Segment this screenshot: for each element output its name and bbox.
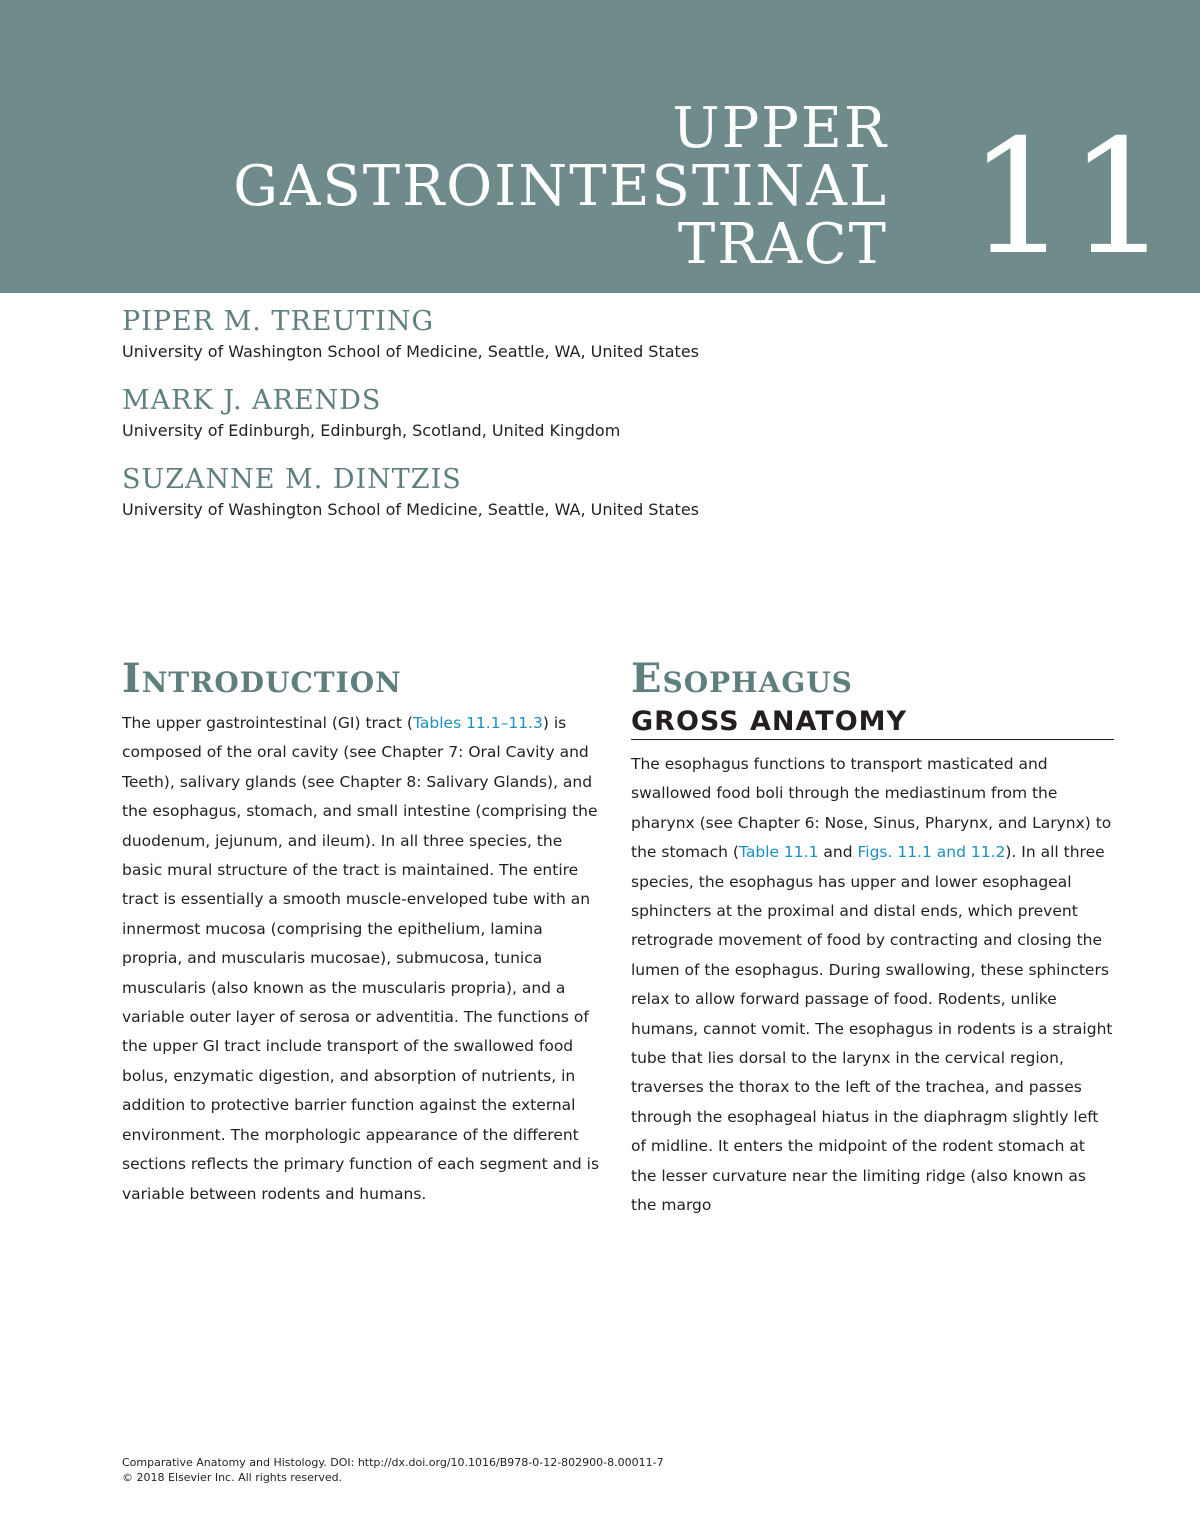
esophagus-heading-text: Esophagus (631, 655, 853, 702)
author-block (122, 462, 699, 522)
chapter-title-line-1: UPPER (672, 96, 888, 161)
introduction-text-1: The upper gastrointestinal (GI) tract ( (122, 714, 413, 732)
author-affiliation: University of Washington School of Medicine, Seattle, WA, United States (122, 500, 699, 519)
chapter-title-line-2: GASTROINTESTINAL (233, 154, 888, 219)
esophagus-paragraph (631, 750, 1114, 1221)
author-block (122, 383, 699, 443)
author-block (122, 304, 699, 364)
introduction-text-2: ) is composed of the oral cavity (see Chapter 7: Oral Cavity and Teeth), salivary glands (see Chapter 8: Salivary Glands), and the esophagus, stomach, and small intestine (comprising the duodenum, jejunum, and ileum). In all three species, the basic mural structure of the tract is maintained. The entire tract is essentially a smooth muscle-enveloped tube with an innermost mucosa (comprising the epithelium, lamina propria, and muscularis mucosae), submucosa, tunica muscularis (also known as the muscularis propria), and a variable outer layer of serosa or adventitia. The functions of the upper GI tract include transport of the swallowed food bolus, enzymatic digestion, and absorption of nutrients, in addition to protective barrier function against the external environment. The morphologic appearance of the different sections reflects the primary function of each segment and is variable between rodents and humans. (122, 714, 600, 1203)
copyright-notice: © 2018 Elsevier Inc. All rights reserved. (122, 1471, 343, 1484)
page-footer (122, 1455, 664, 1485)
author-affiliation: University of Edinburgh, Edinburgh, Scotland, United Kingdom (122, 421, 621, 440)
citation-doi: Comparative Anatomy and Histology. DOI: http://dx.doi.org/10.1016/B978-0-12-802900-8.00011-7 (122, 1456, 664, 1469)
esophagus-text-3: ). In all three species, the esophagus has upper and lower esophageal sphincters at the proximal and distal ends, which prevent retrograde movement of food by contracting and closing the lumen of the esophagus. During swallowing, these sphincters relax to allow forward passage of food. Rodents, unlike humans, cannot vomit. The esophagus in rodents is a straight tube that lies dorsal to the larynx in the cervical region, traverses the thorax to the left of the trachea, and passes through the esophageal hiatus in the diaphragm slightly left of midline. It enters the midpoint of the rodent stomach at the lesser curvature near the limiting ridge (also known as the margo (631, 843, 1113, 1215)
gross-anatomy-subheading: GROSS ANATOMY (631, 705, 1114, 740)
chapter-banner (0, 0, 1200, 293)
author-affiliation: University of Washington School of Medicine, Seattle, WA, United States (122, 342, 699, 361)
chapter-title-line-3: TRACT (677, 212, 888, 277)
author-list (122, 304, 699, 541)
introduction-heading-text: Introduction (122, 655, 402, 702)
esophagus-text-2: and (818, 843, 858, 862)
introduction-paragraph (122, 709, 602, 1209)
chapter-title (233, 96, 888, 277)
table-link[interactable]: Table 11.1 (738, 843, 819, 862)
author-name: MARK J. ARENDS (122, 385, 382, 416)
esophagus-column (631, 653, 1114, 1221)
esophagus-heading (631, 653, 1114, 705)
esophagus-text-1: The esophagus functions to transport masticated and swallowed food boli through the mediastinum from the pharynx (see Chapter 6: Nose, Sinus, Pharynx, and Larynx) to the stomach ( (631, 755, 1112, 862)
figures-link[interactable]: Figs. 11.1 and 11.2 (857, 843, 1006, 862)
author-name: SUZANNE M. DINTZIS (122, 464, 462, 495)
author-name: PIPER M. TREUTING (122, 306, 435, 337)
chapter-number: 11 (968, 106, 1170, 290)
introduction-column (122, 653, 602, 1209)
introduction-heading (122, 653, 602, 705)
tables-link[interactable]: Tables 11.1–11.3 (412, 714, 543, 732)
